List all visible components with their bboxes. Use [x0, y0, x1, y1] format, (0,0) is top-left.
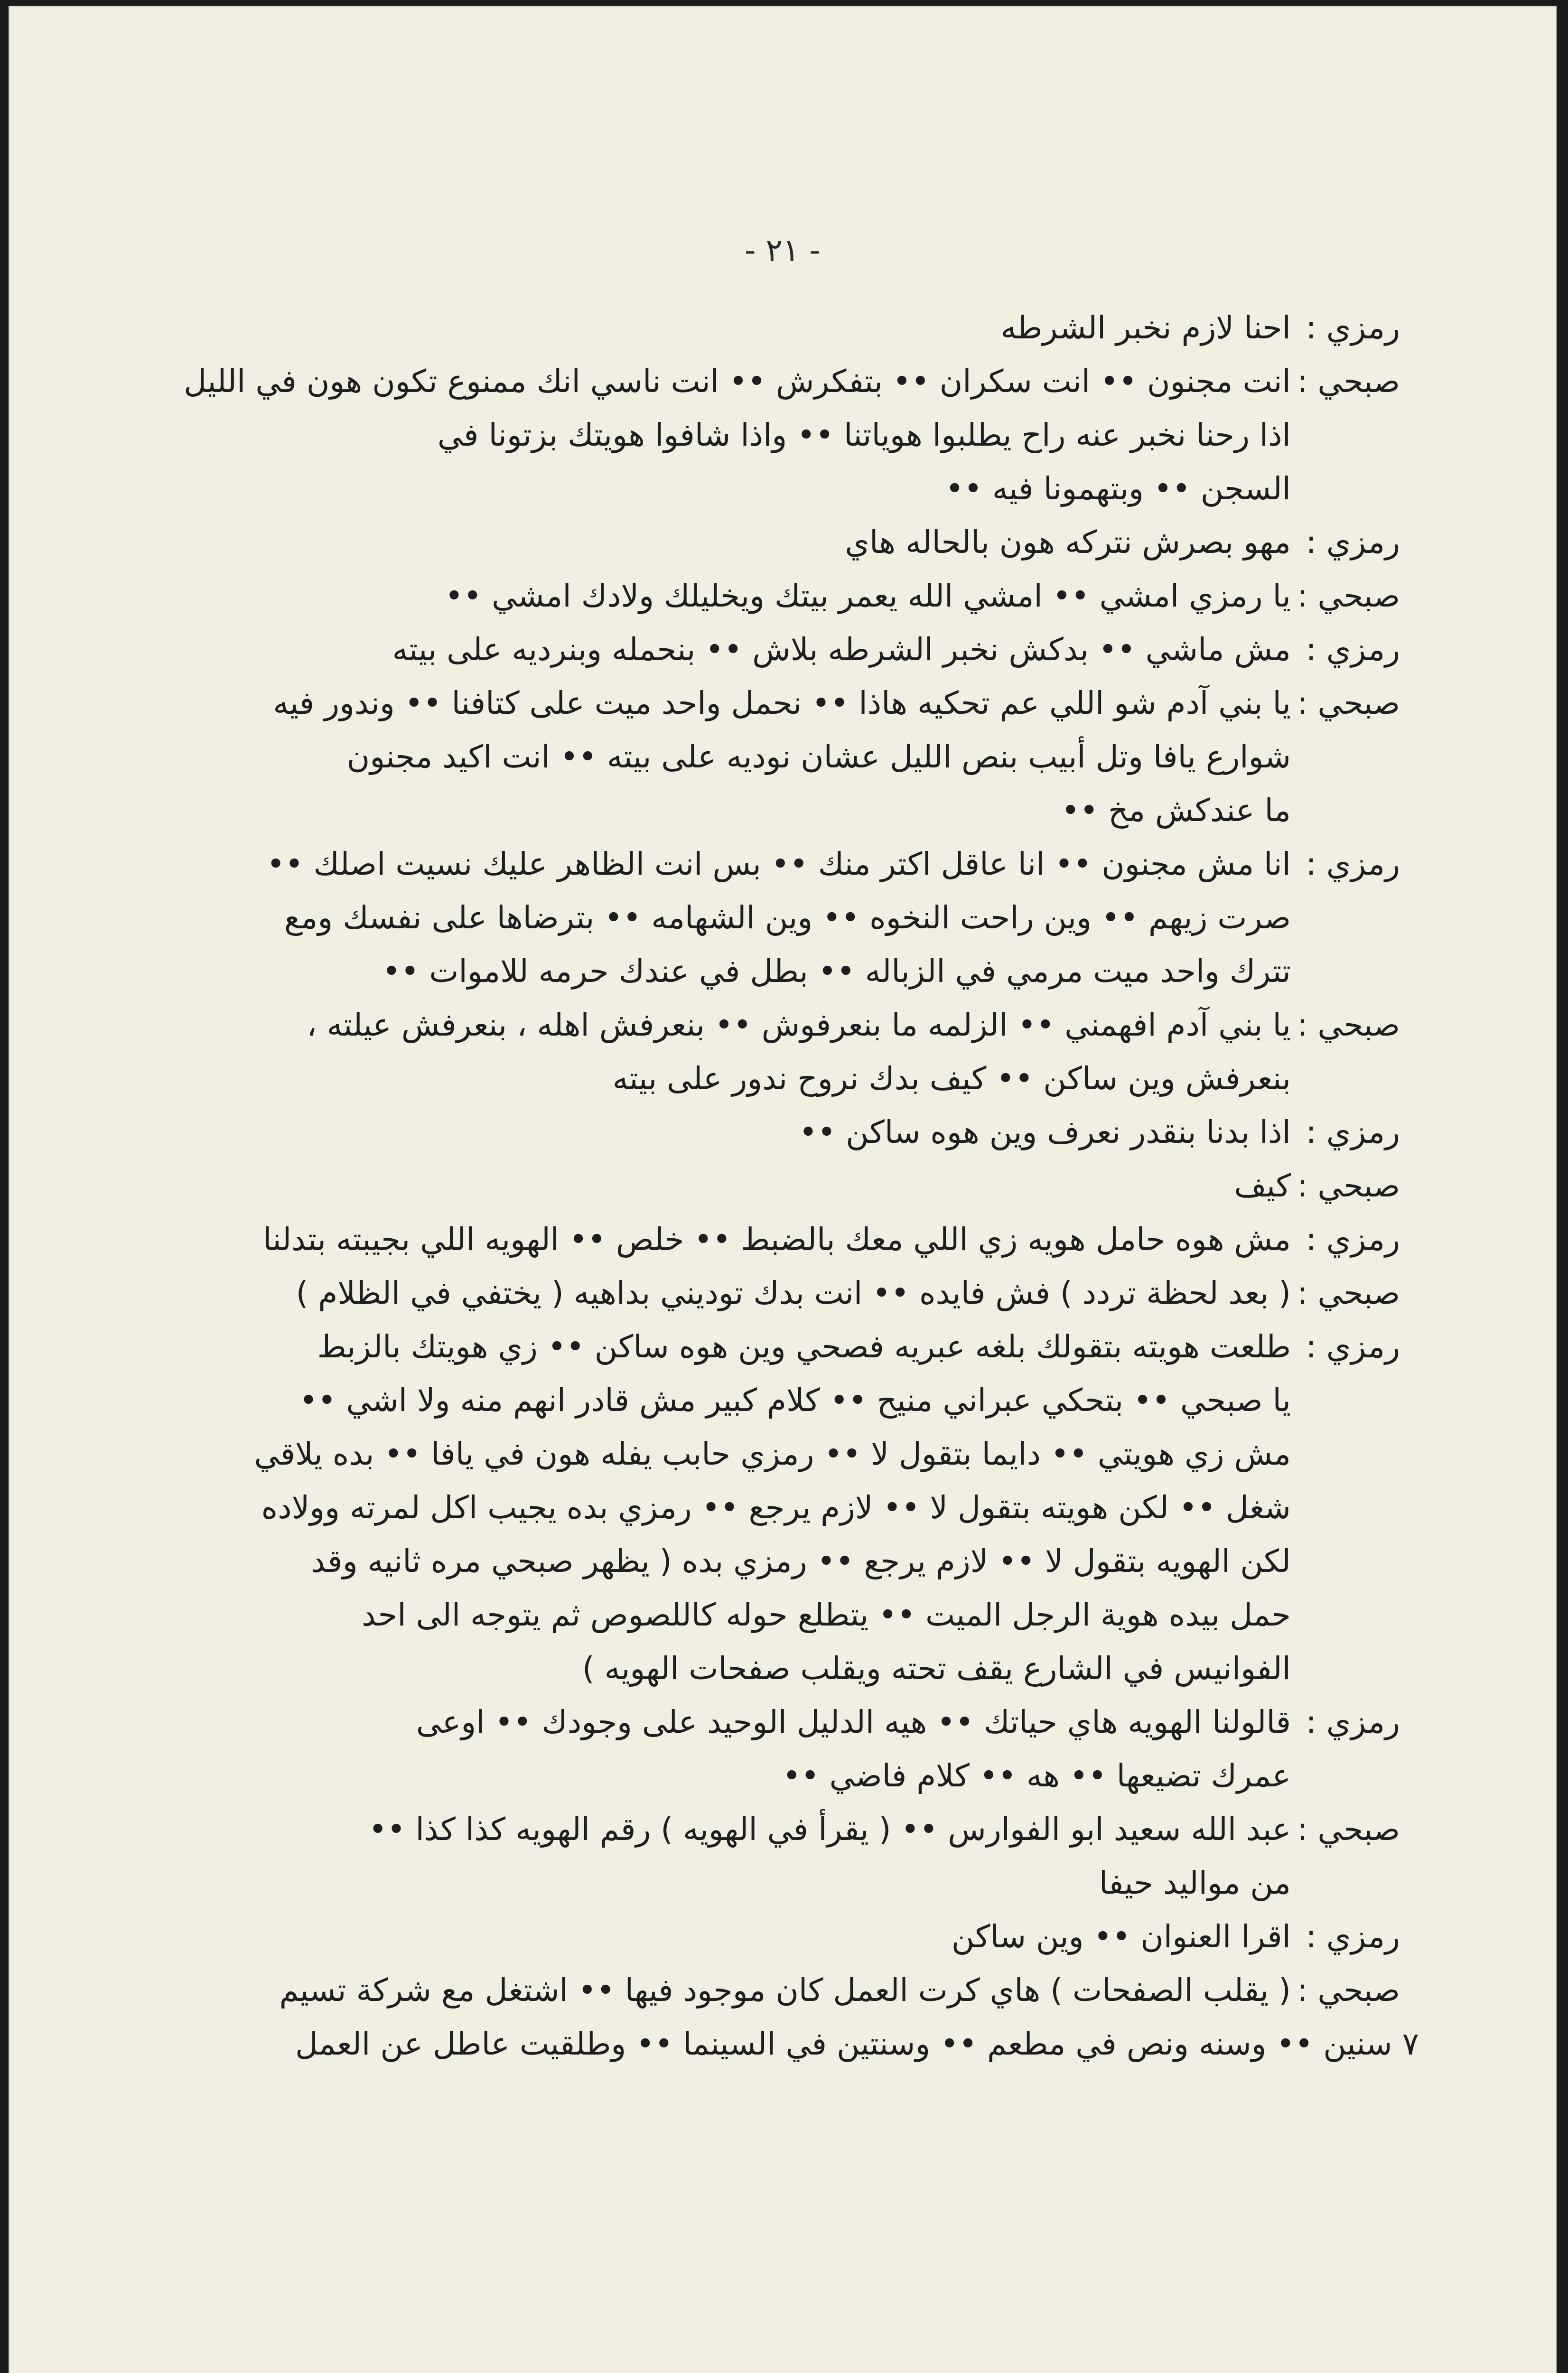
speech-line: صرت زيهم •• وين راحت النخوه •• وين الشهامه •• بترضاها على نفسك ومع [284, 899, 1291, 936]
speech-line: شوارع يافا وتل أبيب بنص الليل عشان نوديه على بيته •• انت اكيد مجنون [346, 738, 1291, 775]
page-number: - ٢١ - [744, 232, 821, 269]
speech-text [81, 1963, 1291, 2017]
speech-line: الفوانيس في الشارع يقف تحته ويقلب صفحات الهويه ) [582, 1650, 1291, 1687]
speech-line: لكن الهويه بتقول لا •• لازم يرجع •• رمزي بده ( يظهر صبحي مره ثانيه وقد [311, 1543, 1291, 1579]
dialogue-entry [81, 1695, 1400, 1803]
speech-line: يا بني آدم شو اللي عم تحكيه هاذا •• نحمل واحد ميت على كتافنا •• وندور فيه [273, 685, 1291, 721]
speech-line: عبد الله سعيد ابو الفوارس •• ( يقرأ في الهويه ) رقم الهويه كذا كذا •• [368, 1811, 1291, 1848]
speech-text [81, 301, 1291, 355]
dialogue-entry [81, 1159, 1400, 1213]
speaker-label: رمزي : [1306, 309, 1400, 346]
speech-text [81, 1213, 1291, 1266]
dialogue-entry [81, 1266, 1400, 1320]
dialogue-entry [81, 676, 1400, 837]
speech-line: اذا رحنا نخبر عنه راح يطلبوا هوياتنا •• واذا شافوا هويتك بزتونا في [437, 417, 1291, 453]
speaker-label: صبحي : [1297, 1168, 1400, 1204]
dialogue-entry [81, 1963, 1400, 2017]
speech-line: يا صبحي •• بتحكي عبراني منيح •• كلام كبير مش قادر انهم منه ولا اشي •• [299, 1382, 1291, 1419]
speech-text [81, 1266, 1291, 1320]
speech-line: يا رمزي امشي •• امشي الله يعمر بيتك ويخليلك ولادك امشي •• [445, 578, 1291, 614]
speaker-label: رمزي : [1306, 524, 1400, 561]
dialogue-entry [81, 301, 1400, 355]
script-page [9, 6, 1557, 2373]
speaker-label: صبحي : [1297, 685, 1400, 721]
dialogue-entry [81, 998, 1400, 1105]
speech-line: انا مش مجنون •• انا عاقل اكتر منك •• بس انت الظاهر عليك نسيت اصلك •• [266, 846, 1291, 882]
speech-line: مش ماشي •• بدكش نخبر الشرطه بلاش •• بنحمله وبنرديه على بيته [392, 631, 1291, 668]
speaker-label: صبحي : [1297, 578, 1400, 614]
dialogue-entry [81, 1105, 1400, 1159]
speech-line: انت مجنون •• انت سكران •• بتفكرش •• انت ناسي انك ممنوع تكون هون في الليل [184, 363, 1291, 400]
speech-line: يا بني آدم افهمني •• الزلمه ما بنعرفوش •• بنعرفش اهله ، بنعرفش عيلته ، [307, 1007, 1291, 1043]
speech-text [81, 515, 1291, 569]
speaker-label: رمزي : [1306, 1114, 1400, 1150]
dialogue-body [81, 301, 1419, 2071]
dialogue-entry [81, 1803, 1400, 1910]
speech-text [81, 1695, 1291, 1803]
speech-text [81, 998, 1291, 1105]
speech-line: بنعرفش وين ساكن •• كيف بدك نروح ندور على بيته [612, 1060, 1291, 1097]
speaker-label: صبحي : [1297, 1007, 1400, 1043]
speech-text [81, 1159, 1291, 1213]
speech-text [81, 837, 1291, 998]
speech-line: مش زي هويتي •• دايما بتقول لا •• رمزي حابب يفله هون في يافا •• بده يلاقي [254, 1436, 1291, 1472]
speech-line: مش هوه حامل هويه زي اللي معك بالضبط •• خلص •• الهويه اللي بجيبته بتدلنا [262, 1221, 1291, 1258]
speaker-label: صبحي : [1297, 1811, 1400, 1848]
speech-line: السجن •• وبتهمونا فيه •• [945, 470, 1291, 507]
speech-text [81, 355, 1291, 515]
speech-line: ( بعد لحظة تردد ) فش فايده •• انت بدك توديني بداهيه ( يختفي في الظلام ) [296, 1275, 1291, 1311]
dialogue-entry [81, 623, 1400, 676]
speech-text [81, 1105, 1291, 1159]
speech-line: عمرك تضيعها •• هه •• كلام فاضي •• [782, 1757, 1291, 1794]
speech-line: ما عندكش مخ •• [1061, 792, 1291, 829]
dialogue-entry [81, 1320, 1400, 1695]
continuation-line: ٧ سنين •• وسنه ونص في مطعم •• وسنتين في السينما •• وطلقيت عاطل عن العمل [295, 2026, 1419, 2062]
speech-line: ( يقلب الصفحات ) هاي كرت العمل كان موجود فيها •• اشتغل مع شركة تسيم [279, 1972, 1291, 2009]
speech-line: اقرا العنوان •• وين ساكن [951, 1918, 1291, 1955]
speech-text [81, 676, 1291, 837]
speech-line: قالولنا الهويه هاي حياتك •• هيه الدليل الوحيد على وجودك •• اوعى [416, 1704, 1291, 1740]
speech-line: تترك واحد ميت مرمي في الزباله •• بطل في عندك حرمه للاموات •• [382, 953, 1291, 990]
speaker-label: صبحي : [1297, 1275, 1400, 1311]
speech-text [81, 569, 1291, 623]
speaker-label: رمزي : [1306, 1328, 1400, 1365]
speech-line: مهو بصرش نتركه هون بالحاله هاي [845, 524, 1291, 561]
speech-text [81, 623, 1291, 676]
dialogue-entry [81, 515, 1400, 569]
dialogue-entry [81, 569, 1400, 623]
speech-text [81, 1320, 1291, 1695]
speech-line: احنا لازم نخبر الشرطه [1000, 309, 1291, 346]
speaker-label: صبحي : [1297, 1972, 1400, 2009]
speaker-label: رمزي : [1306, 631, 1400, 668]
speech-line: طلعت هويته بتقولك بلغه عبريه فصحي وين هوه ساكن •• زي هويتك بالزبط [317, 1328, 1291, 1365]
speaker-label: رمزي : [1306, 1221, 1400, 1258]
dialogue-entry [81, 1910, 1400, 1963]
dialogue-entry [81, 837, 1400, 998]
speech-text [81, 1803, 1291, 1910]
speech-text [81, 1910, 1291, 1963]
dialogue-entry [81, 1213, 1400, 1266]
speech-line: كيف [1234, 1168, 1291, 1204]
speaker-label: صبحي : [1297, 363, 1400, 400]
speaker-label: رمزي : [1306, 846, 1400, 882]
speech-line: شغل •• لكن هويته بتقول لا •• لازم يرجع •• رمزي بده يجيب اكل لمرته وولاده [261, 1489, 1291, 1526]
speech-line: حمل بيده هوية الرجل الميت •• يتطلع حوله كاللصوص ثم يتوجه الى احد [361, 1597, 1291, 1633]
speech-line: اذا بدنا بنقدر نعرف وين هوه ساكن •• [799, 1114, 1291, 1150]
speaker-label: رمزي : [1306, 1704, 1400, 1740]
dialogue-entry [81, 355, 1400, 515]
speech-line: من مواليد حيفا [1099, 1865, 1291, 1901]
speaker-label: رمزي : [1306, 1918, 1400, 1955]
